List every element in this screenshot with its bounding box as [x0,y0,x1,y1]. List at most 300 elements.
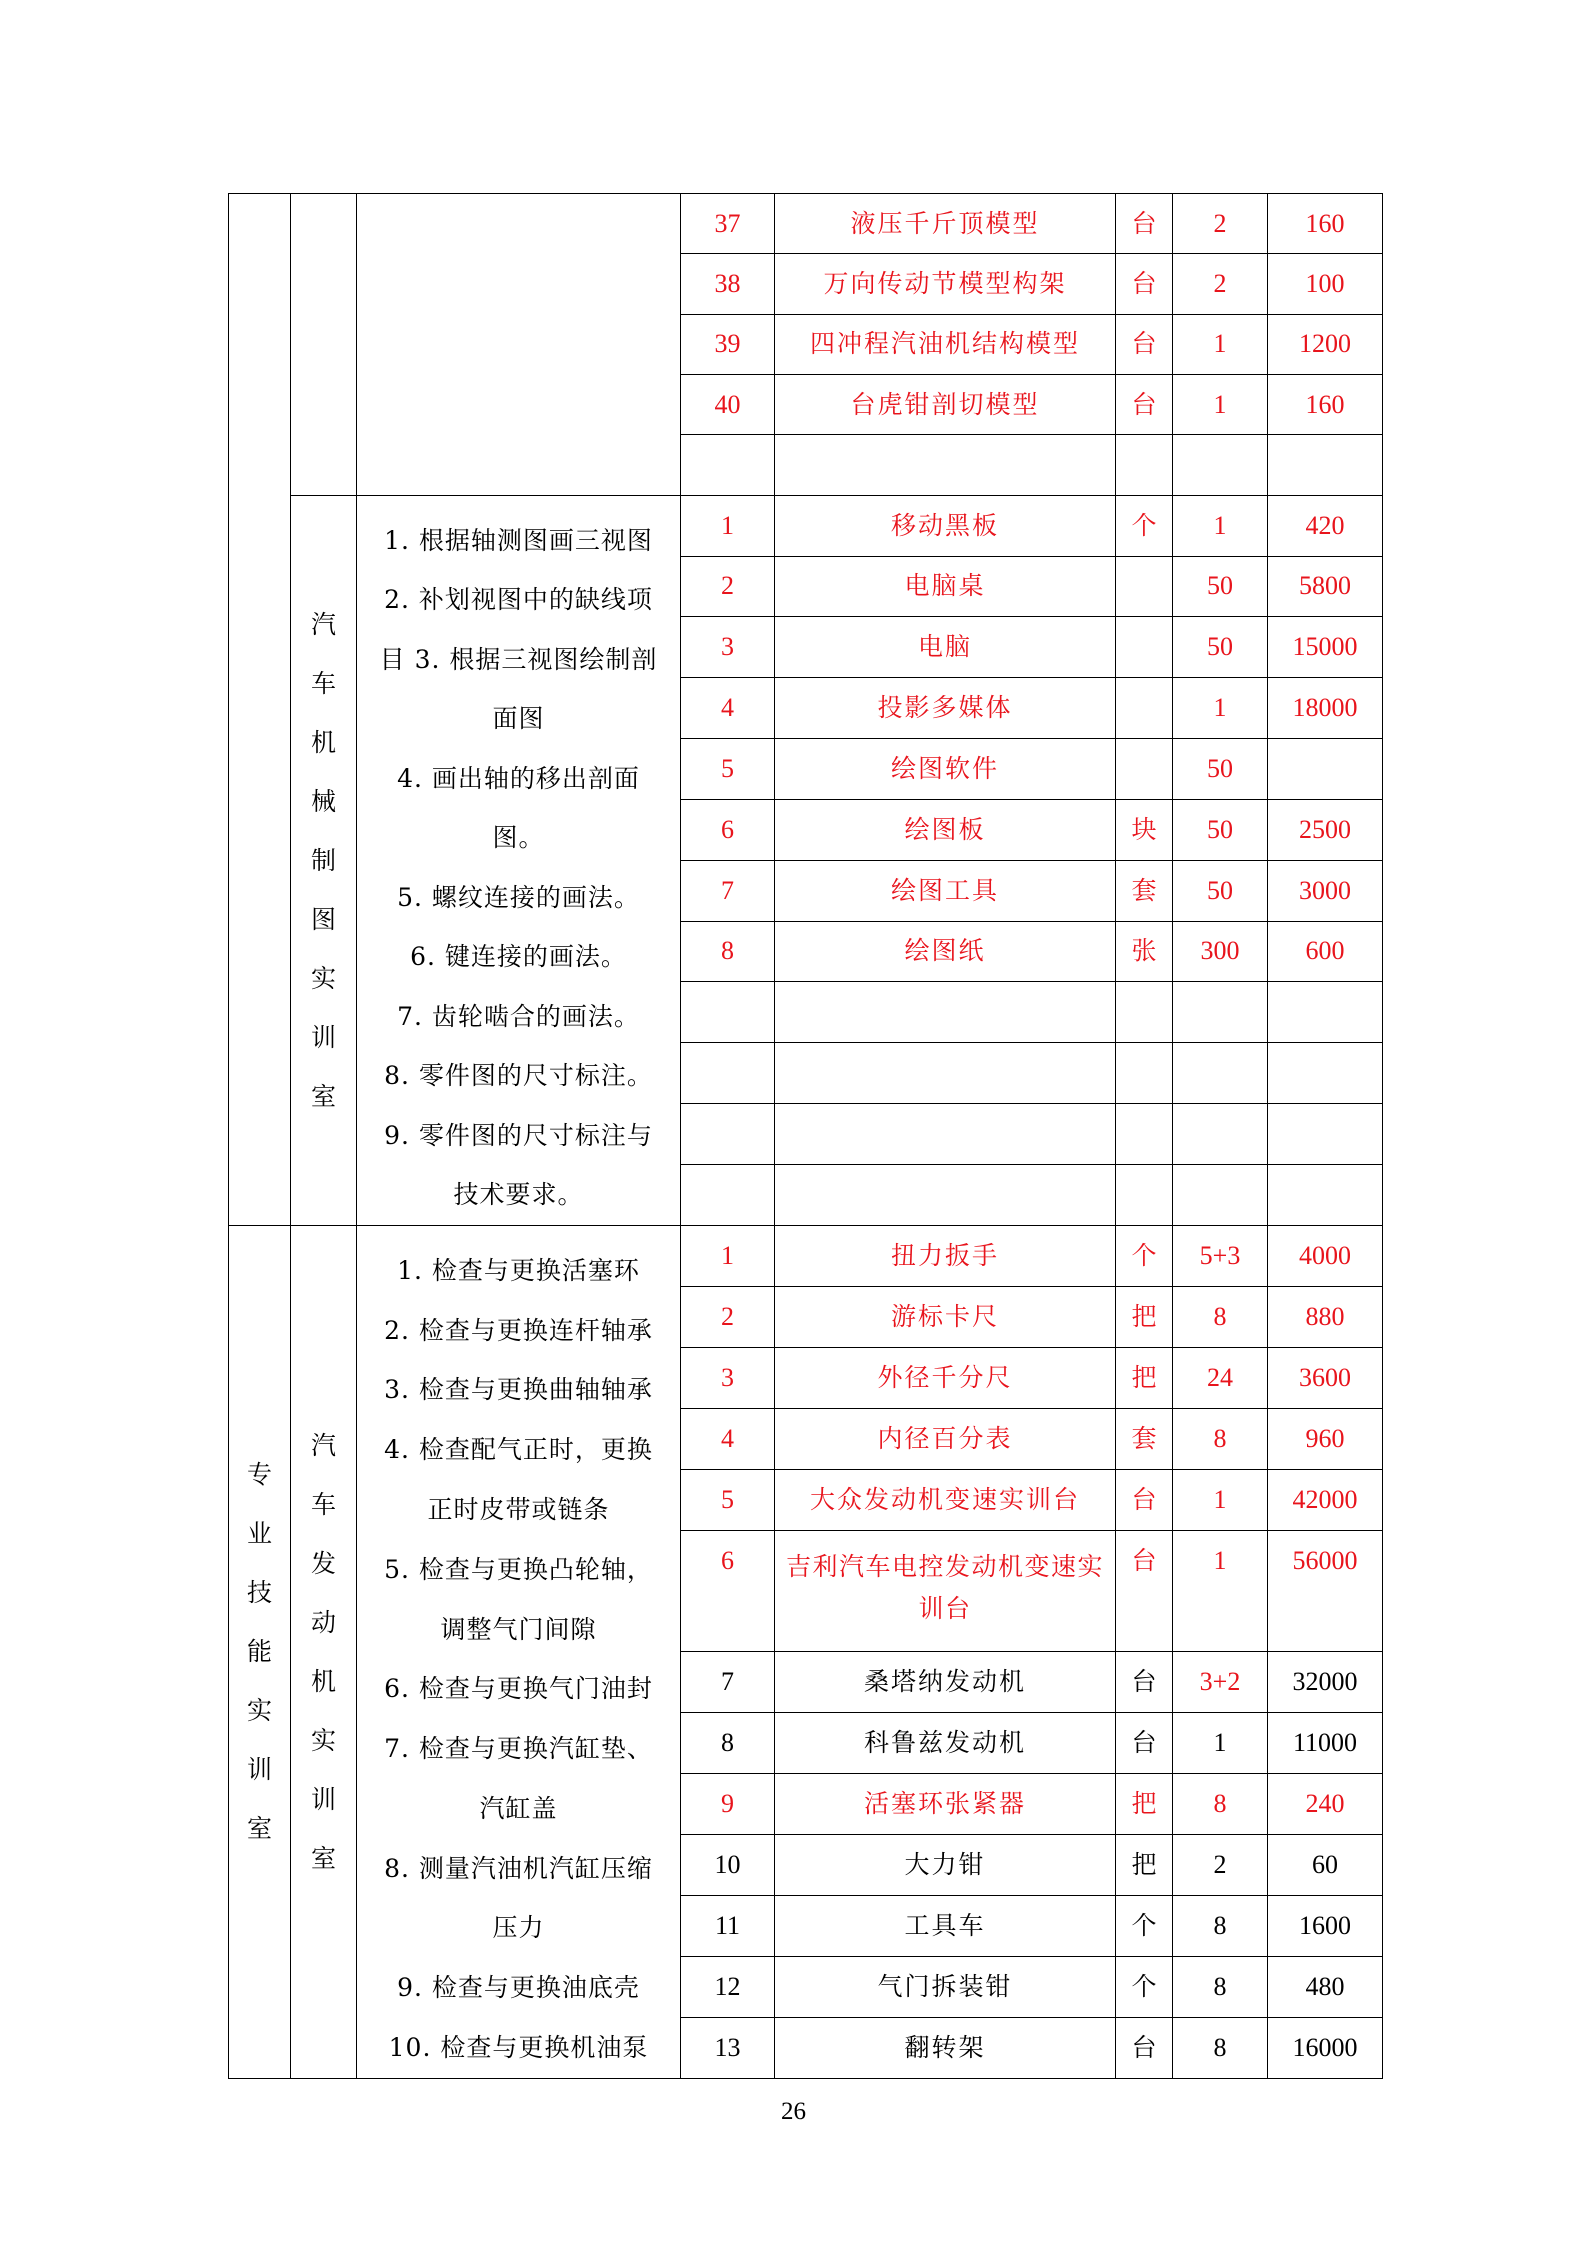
cell-unit [1116,921,1173,982]
cell-unit [1116,678,1173,739]
cell-unit [1116,314,1173,374]
room-char: 训 [310,1022,336,1052]
category-char: 室 [246,1814,272,1844]
cell-unit [1116,194,1173,254]
cell-amount [1268,435,1383,495]
unit: 台 [1131,1666,1157,1696]
amount: 42000 [1292,1484,1358,1514]
cell-quantity [1173,435,1268,495]
quantity: 2 [1213,1849,1227,1879]
cell-equipment-name [775,1164,1116,1225]
unit: 台 [1131,269,1157,299]
room-char: 机 [310,727,336,757]
equipment-name: 绘图软件 [890,753,999,783]
cell-amount [1268,1286,1383,1347]
cell-unit [1116,617,1173,678]
category-cell-empty [229,194,291,1226]
cell-quantity [1173,375,1268,435]
quantity: 50 [1207,753,1233,783]
task-line: 4. 检查配气正时，更换 [384,1435,653,1465]
category-char: 训 [246,1755,272,1785]
equipment-name: 外径千分尺 [877,1362,1013,1392]
cell-unit [1116,1651,1173,1712]
cell-no [681,254,775,314]
cell-amount [1268,556,1383,617]
row-number: 3 [721,632,734,662]
cell-no [681,1347,775,1408]
unit: 台 [1131,1727,1157,1757]
cell-amount [1268,375,1383,435]
equipment-name: 科鲁兹发动机 [863,1727,1026,1757]
unit: 个 [1131,1910,1157,1940]
quantity: 8 [1213,1301,1227,1331]
unit: 台 [1131,2032,1157,2062]
room-name-drawing-lab [291,495,357,1225]
category-professional-skills [229,1225,291,2078]
cell-no [681,1530,775,1651]
amount: 60 [1312,1849,1338,1879]
cell-equipment-name [775,375,1116,435]
room-char: 室 [310,1843,336,1873]
cell-quantity [1173,314,1268,374]
row-number: 37 [714,208,741,238]
unit: 套 [1131,1423,1157,1453]
quantity: 1 [1213,693,1227,723]
quantity: 1 [1213,510,1227,540]
cell-quantity [1173,799,1268,860]
cell-equipment-name [775,1225,1116,1286]
cell-amount [1268,799,1383,860]
equipment-name: 游标卡尺 [890,1301,999,1331]
cell-no [681,1104,775,1165]
cell-equipment-name [775,982,1116,1043]
room-char: 动 [310,1607,336,1637]
cell-no [681,799,775,860]
room-name-engine-lab [291,1225,357,2078]
task-line: 3. 检查与更换曲轴轴承 [384,1375,653,1405]
tasks-cell-empty [357,194,681,496]
cell-equipment-name [775,678,1116,739]
table-row [229,194,1383,254]
cell-quantity [1173,1773,1268,1834]
unit: 张 [1131,936,1157,966]
cell-amount [1268,1895,1383,1956]
equipment-name: 投影多媒体 [877,693,1013,723]
cell-equipment-name [775,1347,1116,1408]
equipment-name: 大力钳 [904,1849,986,1879]
cell-unit [1116,1225,1173,1286]
row-number: 6 [721,814,734,844]
cell-no [681,495,775,556]
cell-amount [1268,617,1383,678]
cell-no [681,1164,775,1225]
equipment-name: 桑塔纳发动机 [863,1666,1026,1696]
cell-amount [1268,1164,1383,1225]
cell-no [681,1834,775,1895]
room-char: 车 [310,668,336,698]
room-char: 机 [310,1666,336,1696]
quantity: 300 [1200,936,1240,966]
cell-unit [1116,1043,1173,1104]
cell-equipment-name [775,194,1116,254]
room-char: 训 [310,1784,336,1814]
cell-equipment-name [775,1712,1116,1773]
cell-equipment-name [775,1773,1116,1834]
quantity: 1 [1213,1484,1227,1514]
cell-amount [1268,921,1383,982]
row-number: 12 [714,1971,741,2001]
row-number: 2 [721,1301,734,1331]
row-number: 4 [721,693,734,723]
cell-amount [1268,2017,1383,2078]
cell-quantity [1173,1956,1268,2017]
cell-equipment-name [775,314,1116,374]
equipment-table [228,193,1383,2079]
cell-amount [1268,1225,1383,1286]
cell-amount [1268,1773,1383,1834]
cell-quantity [1173,1712,1268,1773]
cell-no [681,375,775,435]
table-row [229,1225,1383,1286]
amount: 3000 [1299,875,1351,905]
cell-equipment-name [775,254,1116,314]
room-char: 实 [310,963,336,993]
cell-equipment-name [775,739,1116,800]
unit: 套 [1131,875,1157,905]
task-line: 面图 [492,704,545,734]
unit: 把 [1131,1849,1157,1879]
cell-quantity [1173,860,1268,921]
quantity: 50 [1207,571,1233,601]
cell-quantity [1173,1104,1268,1165]
equipment-name: 电脑桌 [904,571,986,601]
cell-no [681,1773,775,1834]
quantity: 2 [1213,208,1227,238]
cell-amount [1268,982,1383,1043]
row-number: 10 [714,1849,741,1879]
cell-no [681,194,775,254]
cell-amount [1268,1530,1383,1651]
cell-quantity [1173,1164,1268,1225]
cell-quantity [1173,495,1268,556]
amount: 2500 [1299,814,1351,844]
cell-unit [1116,982,1173,1043]
table-row [229,495,1383,556]
cell-equipment-name [775,2017,1116,2078]
cell-no [681,1895,775,1956]
cell-no [681,1408,775,1469]
unit: 台 [1131,1545,1157,1575]
cell-no [681,314,775,374]
cell-equipment-name [775,860,1116,921]
quantity: 50 [1207,875,1233,905]
unit: 把 [1131,1362,1157,1392]
cell-amount [1268,1043,1383,1104]
row-number: 8 [721,936,734,966]
room-char: 发 [310,1548,336,1578]
cell-unit [1116,1530,1173,1651]
row-number: 3 [721,1362,734,1392]
row-number: 38 [714,269,741,299]
cell-quantity [1173,1834,1268,1895]
cell-quantity [1173,921,1268,982]
amount: 56000 [1292,1545,1358,1575]
cell-amount [1268,1469,1383,1530]
cell-quantity [1173,617,1268,678]
unit: 把 [1131,1788,1157,1818]
category-char: 技 [246,1578,272,1608]
cell-no [681,1651,775,1712]
cell-unit [1116,435,1173,495]
row-number: 9 [721,1788,734,1818]
amount: 160 [1305,389,1345,419]
unit: 台 [1131,389,1157,419]
cell-amount [1268,194,1383,254]
task-line: 1. 根据轴测图画三视图 [384,525,653,555]
cell-amount [1268,1104,1383,1165]
table-body [229,194,1383,2079]
amount: 100 [1305,269,1345,299]
row-number: 6 [721,1545,734,1575]
cell-quantity [1173,1408,1268,1469]
cell-equipment-name [775,1286,1116,1347]
cell-amount [1268,495,1383,556]
task-line: 5. 螺纹连接的画法。 [397,882,640,912]
cell-no [681,678,775,739]
unit: 台 [1131,329,1157,359]
unit: 个 [1131,1971,1157,2001]
quantity: 1 [1213,389,1227,419]
cell-unit [1116,1469,1173,1530]
row-number: 5 [721,753,734,783]
quantity: 24 [1207,1362,1233,1392]
cell-unit [1116,375,1173,435]
unit: 块 [1131,814,1157,844]
row-number: 1 [721,1240,734,1270]
cell-unit [1116,1895,1173,1956]
task-line: 8. 测量汽油机汽缸压缩 [384,1853,653,1883]
equipment-name: 工具车 [904,1910,986,1940]
cell-unit [1116,739,1173,800]
equipment-name: 绘图工具 [890,875,999,905]
cell-no [681,1043,775,1104]
cell-equipment-name [775,1895,1116,1956]
cell-no [681,1286,775,1347]
task-line: 10. 检查与更换机油泵 [388,2033,649,2063]
equipment-name: 气门拆装钳 [877,1971,1013,2001]
task-line: 2. 检查与更换连杆轴承 [384,1315,653,1345]
amount: 16000 [1292,2032,1358,2062]
task-line: 6. 检查与更换气门油封 [384,1674,653,1704]
room-char: 制 [310,845,336,875]
amount: 160 [1305,208,1345,238]
row-number: 13 [714,2032,741,2062]
quantity: 5+3 [1199,1240,1241,1270]
cell-quantity [1173,739,1268,800]
training-tasks-engine [357,1225,681,2078]
cell-no [681,739,775,800]
cell-equipment-name [775,1651,1116,1712]
cell-no [681,435,775,495]
row-number: 5 [721,1484,734,1514]
task-line: 目 3. 根据三视图绘制剖 [379,644,658,674]
room-char: 汽 [310,1430,336,1460]
cell-equipment-name [775,556,1116,617]
row-number: 7 [721,875,734,905]
amount: 480 [1305,1971,1345,2001]
equipment-name: 绘图板 [904,814,986,844]
amount: 240 [1305,1788,1345,1818]
amount: 5800 [1299,571,1351,601]
cell-unit [1116,1773,1173,1834]
row-number: 2 [721,571,734,601]
unit: 台 [1131,1484,1157,1514]
equipment-name: 移动黑板 [890,510,999,540]
cell-unit [1116,1347,1173,1408]
cell-equipment-name [775,1956,1116,2017]
cell-unit [1116,1712,1173,1773]
amount: 880 [1305,1301,1345,1331]
cell-no [681,1712,775,1773]
cell-quantity [1173,1530,1268,1651]
cell-no [681,617,775,678]
row-number: 4 [721,1423,734,1453]
cell-equipment-name [775,1530,1116,1651]
quantity: 3+2 [1199,1666,1241,1696]
task-line: 正时皮带或链条 [427,1494,610,1524]
amount: 15000 [1292,632,1358,662]
row-number: 8 [721,1727,734,1757]
cell-no [681,921,775,982]
quantity: 8 [1213,1971,1227,2001]
cell-unit [1116,1286,1173,1347]
task-line: 9. 检查与更换油底壳 [397,1973,640,2003]
cell-no [681,1225,775,1286]
amount: 420 [1305,510,1345,540]
cell-equipment-name [775,1469,1116,1530]
cell-unit [1116,1164,1173,1225]
task-line: 汽缸盖 [479,1793,558,1823]
equipment-name: 万向传动节模型构架 [823,269,1067,299]
category-char: 实 [246,1696,272,1726]
cell-quantity [1173,1347,1268,1408]
cell-quantity [1173,1651,1268,1712]
category-char: 专 [246,1460,272,1490]
quantity: 50 [1207,632,1233,662]
cell-quantity [1173,1043,1268,1104]
equipment-name: 四冲程汽油机结构模型 [809,329,1080,359]
cell-equipment-name [775,1408,1116,1469]
cell-quantity [1173,1895,1268,1956]
cell-unit [1116,799,1173,860]
unit: 个 [1131,510,1157,540]
cell-amount [1268,1956,1383,2017]
amount: 1600 [1299,1910,1351,1940]
cell-amount [1268,1651,1383,1712]
cell-unit [1116,1834,1173,1895]
task-line: 9. 零件图的尺寸标注与 [384,1120,653,1150]
equipment-name: 绘图纸 [904,936,986,966]
unit: 台 [1131,208,1157,238]
row-number: 11 [714,1910,741,1940]
cell-quantity [1173,194,1268,254]
cell-equipment-name [775,1834,1116,1895]
equipment-name: 扭力扳手 [890,1240,999,1270]
cell-equipment-name [775,921,1116,982]
quantity: 1 [1213,1727,1227,1757]
cell-quantity [1173,2017,1268,2078]
cell-no [681,982,775,1043]
equipment-name: 内径百分表 [877,1423,1013,1453]
cell-equipment-name [775,1043,1116,1104]
task-line: 6. 键连接的画法。 [410,942,627,972]
amount: 4000 [1299,1240,1351,1270]
row-number: 1 [721,510,734,540]
room-char: 室 [310,1081,336,1111]
quantity: 8 [1213,1423,1227,1453]
cell-amount [1268,1408,1383,1469]
task-line: 压力 [492,1913,545,1943]
unit: 个 [1131,1240,1157,1270]
cell-unit [1116,556,1173,617]
cell-no [681,2017,775,2078]
equipment-name: 翻转架 [904,2032,986,2062]
room-char: 实 [310,1725,336,1755]
cell-unit [1116,1408,1173,1469]
cell-amount [1268,739,1383,800]
cell-equipment-name [775,617,1116,678]
amount: 1200 [1299,329,1351,359]
room-char: 汽 [310,609,336,639]
cell-equipment-name [775,799,1116,860]
cell-quantity [1173,1286,1268,1347]
task-line: 技术要求。 [453,1180,584,1210]
equipment-name: 电脑 [917,632,972,662]
cell-equipment-name [775,435,1116,495]
cell-quantity [1173,678,1268,739]
amount: 3600 [1299,1362,1351,1392]
cell-amount [1268,678,1383,739]
task-line: 5. 检查与更换凸轮轴， [384,1554,653,1584]
cell-amount [1268,254,1383,314]
quantity: 1 [1213,1545,1227,1575]
cell-amount [1268,314,1383,374]
cell-amount [1268,1347,1383,1408]
cell-quantity [1173,1469,1268,1530]
category-char: 业 [246,1519,272,1549]
room-char: 图 [310,904,336,934]
training-tasks-drawing [357,495,681,1225]
category-char: 能 [246,1637,272,1667]
equipment-name: 活塞环张紧器 [863,1788,1026,1818]
amount: 600 [1305,936,1345,966]
quantity: 1 [1213,329,1227,359]
amount: 18000 [1292,693,1358,723]
task-line: 8. 零件图的尺寸标注。 [384,1061,653,1091]
unit: 把 [1131,1301,1157,1331]
task-line: 7. 检查与更换汽缸垫、 [384,1734,653,1764]
equipment-name: 液压千斤顶模型 [850,208,1040,238]
cell-quantity [1173,1225,1268,1286]
row-number: 7 [721,1666,734,1696]
quantity: 2 [1213,269,1227,299]
cell-no [681,860,775,921]
row-number: 39 [714,329,741,359]
cell-unit [1116,1104,1173,1165]
amount: 32000 [1292,1666,1358,1696]
cell-quantity [1173,254,1268,314]
amount: 960 [1305,1423,1345,1453]
